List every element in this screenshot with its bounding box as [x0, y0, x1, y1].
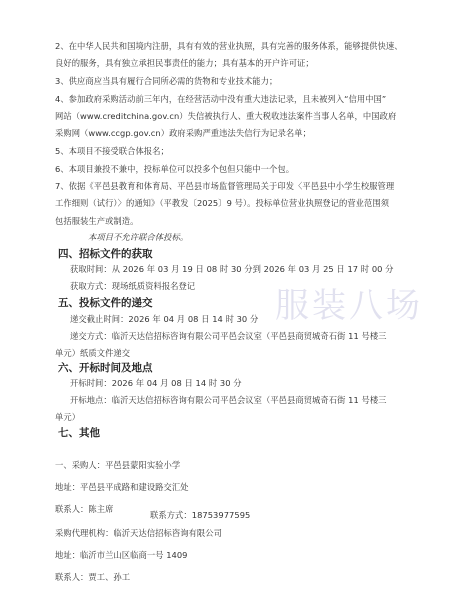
section-title-7: 七、其他: [58, 427, 100, 439]
requirement-line: 采购网（www.ccgp.gov.cn）政府采购严重违法失信行为记录名单；: [55, 128, 311, 138]
requirement-line: 工作细则（试行）〉的通知》（平教发〔2025〕9 号）。投标单位营业执照登记的营业范围须: [55, 198, 390, 208]
purchaser-address: 地址：平邑县平成路和建设路交汇处: [55, 482, 189, 492]
requirement-line: 7、依据《平邑县教育和体育局、平邑县市场监督管理局关于印发〈平邑县中小学生校服管理: [55, 181, 395, 191]
requirement-line: 网站（www.creditchina.gov.cn）失信被执行人、重大税收违法案件当事人名单，中国政府: [55, 111, 397, 121]
purchaser: 一、采购人：平邑县蒙阳实验小学: [55, 460, 181, 470]
opening-place: 开标地点：临沂天达信招标咨询有限公司平邑会议室（平邑县商贸城奇石街 11 号楼三: [70, 395, 387, 405]
agency: 采购代理机构：临沂天达信招标咨询有限公司: [55, 528, 222, 538]
acquisition-method: 获取方式：现场纸质资料报名登记: [70, 281, 196, 291]
watermark-text: 服装八场: [275, 286, 423, 326]
acquisition-time: 获取时间：从 2026 年 03 月 19 日 08 时 30 分到 2026 年 03 月 25 日 17 时 00 分: [70, 264, 394, 274]
submission-place: 递交方式：临沂天达信招标咨询有限公司平邑会议室（平邑县商贸城奇石街 11 号楼三: [70, 331, 387, 341]
requirement-line: 5、本项目不接受联合体报名；: [55, 146, 169, 156]
requirement-line: 良好的服务，具有独立承担民事责任的能力；具有基本的开户许可证；: [55, 58, 314, 68]
section-title-6: 六、开标时间及地点: [58, 362, 153, 374]
purchaser-phone: 联系方式：18753977595: [150, 510, 251, 520]
requirement-line: 6、本项目兼投不兼中，投标单位可以投多个包但只能中一个包。: [55, 164, 295, 174]
requirement-line: 3、供应商应当具有履行合同所必需的货物和专业技术能力；: [55, 76, 278, 86]
agency-contact: 联系人：贾工、孙工: [55, 572, 131, 582]
opening-time: 开标时间：2026 年 04 月 08 日 14 时 30 分: [70, 378, 242, 388]
submission-deadline: 递交截止时间：2026 年 04 月 08 日 14 时 30 分: [70, 314, 259, 324]
section-title-4: 四、招标文件的获取: [58, 248, 153, 260]
requirement-line: 2、在中华人民共和国境内注册，具有有效的营业执照，具有完善的服务体系，能够提供快速、: [55, 41, 403, 51]
requirement-line: 包括服装生产或制造。: [55, 216, 139, 226]
submission-place-cont: 单元）纸质文件递交: [55, 348, 131, 358]
purchaser-contact: 联系人：陈主席: [55, 504, 114, 514]
opening-place-cont: 单元）: [55, 412, 81, 422]
section-title-5: 五、投标文件的递交: [58, 297, 153, 309]
consortium-note: 本项目不允许联合体投标。: [88, 232, 189, 242]
requirement-line: 4、参加政府采购活动前三年内，在经营活动中没有重大违法记录，且未被列入“信用中国”: [55, 94, 387, 104]
agency-address: 地址：临沂市兰山区临商一号 1409: [55, 550, 188, 560]
